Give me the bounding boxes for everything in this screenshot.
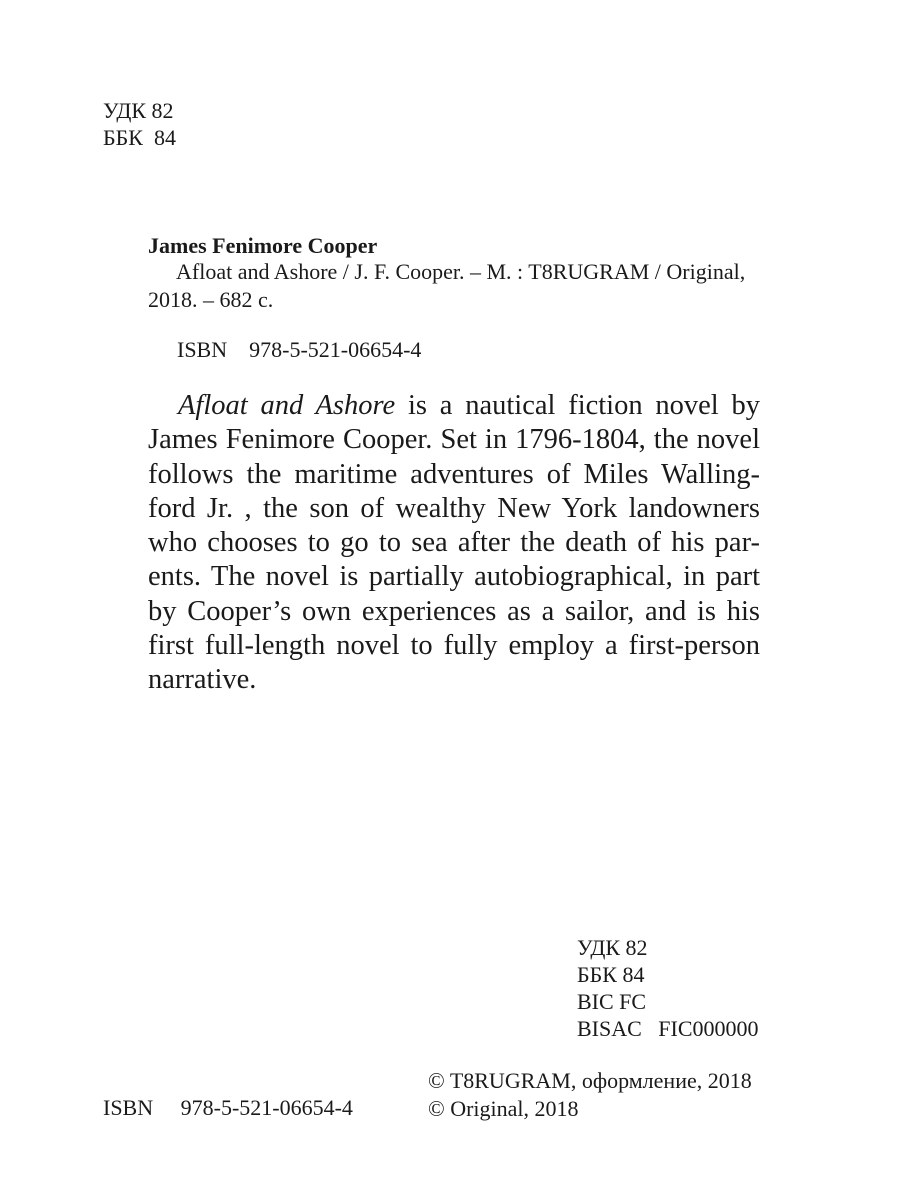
udk-code: УДК 82 [103, 98, 174, 123]
copyright-line-1: © T8RUGRAM, оформление, 2018 [428, 1068, 752, 1093]
abstract-line-9: narrative. [148, 664, 257, 696]
abstract-line-2: James Fenimore Cooper. Set in 1796-1804, the novel [148, 424, 760, 456]
copyright-notice [428, 1067, 752, 1123]
copyright-line-2: © Original, 2018 [428, 1096, 579, 1121]
isbn-bottom: ISBN 978-5-521-06654-4 [103, 1095, 353, 1120]
abstract-line-8: first full-length novel to fully employ a first-person [148, 630, 760, 662]
author-name: James Fenimore Cooper [148, 233, 378, 258]
abstract-line-4: ford Jr. , the son of wealthy New York landowners [148, 492, 760, 524]
abstract-line-5: who chooses to go to sea after the death of his par- [148, 527, 760, 559]
bibliographic-line-1: Afloat and Ashore / J. F. Cooper. – M. : T8RUGRAM / Original, [176, 259, 746, 284]
abstract-line-7: by Cooper’s own experiences as a sailor, and is his [148, 595, 760, 627]
bisac-code: BISAC FIC000000 [577, 1016, 759, 1041]
abstract-line-3: follows the maritime adventures of Miles Walling- [148, 458, 760, 490]
bbk-code: ББК 84 [103, 125, 176, 150]
bibliographic-record [148, 258, 760, 314]
book-title-italic: Afloat and Ashore [178, 390, 396, 421]
bbk-code: ББК 84 [577, 962, 645, 987]
bibliographic-line-2: 2018. – 682 с. [148, 287, 274, 312]
abstract-line-1: Afloat and Ashore is a nautical fiction novel by [178, 390, 760, 421]
isbn-top: ISBN 978-5-521-06654-4 [177, 337, 422, 362]
abstract-line-6: ents. The novel is partially autobiographical, in part [148, 561, 760, 593]
book-abstract [148, 389, 760, 698]
classification-codes-top [103, 97, 176, 151]
classification-codes-bottom [577, 934, 759, 1042]
bic-code: BIC FC [577, 989, 647, 1014]
udk-code: УДК 82 [577, 935, 648, 960]
